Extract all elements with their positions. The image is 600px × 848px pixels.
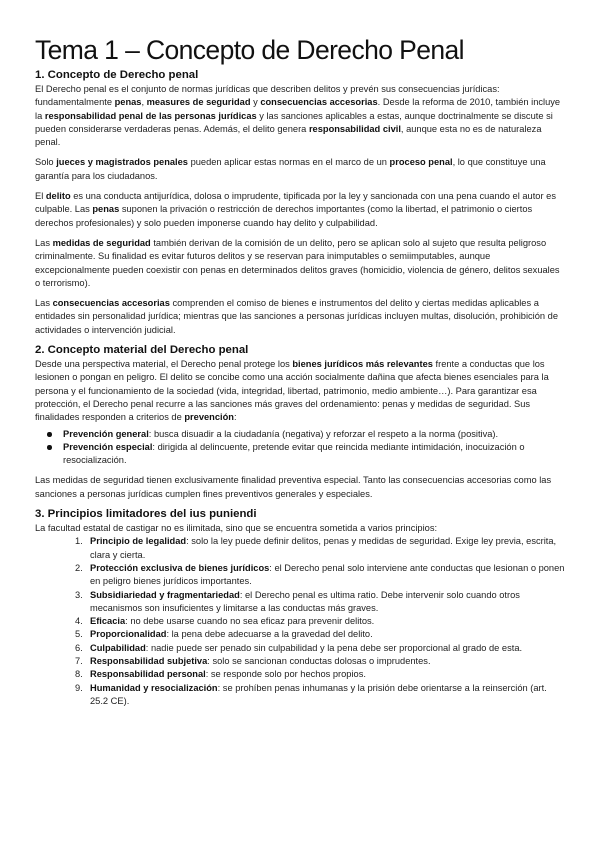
list-item: 7. Responsabilidad subjetiva: solo se sancionan conductas dolosas o imprudentes. [75,655,431,666]
section-1-paragraph-1: El Derecho penal es el conjunto de normas jurídicas que describen delitos y prevén sus consecuencias jurídicas: fundamentalmente penas, measures de seguridad y consecuencias accesorias. Desde la reforma de 2010, también incluye la responsabilidad penal de las personas jurídicas y las sanciones aplicables a estas, aunque doctrinalmente se discute si pueden considerarse verdaderas penas. Además, el delito genera responsabilidad civil, aunque esta no es de naturaleza penal. [35,84,561,148]
list-item: 6. Culpabilidad: nadie puede ser penado sin culpabilidad y la pena debe ser proporcional al grado de esta. [75,642,523,653]
section-2-paragraph-2: Las medidas de seguridad tienen exclusivamente finalidad preventiva especial. Tanto las consecuencias accesorias como las sanciones a personas jurídicas cumplen fines preventivos generales y especiales. [35,475,552,499]
list-item: 8. Responsabilidad personal: se responde solo por hechos propios. [75,669,366,680]
prevention-list [35,428,565,468]
section-1-heading: 1. Concepto de Derecho penal [35,69,199,81]
page-title: Tema 1 – Concepto de Derecho Penal [35,35,464,65]
list-item: Prevención especial: dirigida al delincuente, pretende evitar que reincida mediante intimidación, inocuización o resocialización. [35,441,565,468]
section-2-paragraph-1: Desde una perspectiva material, el Derecho penal protege los bienes jurídicos más relevantes frente a conductas que los lesionen o pongan en peligro. El delito se concibe como una acción socialmente dañina que afecta bienes esenciales para la persona y el funcionamiento de la sociedad (vida, integridad, libertad, patrimonio, medio ambiente…). Para garantizar esa protección, el Derecho penal recurre a las sanciones más graves del ordenamiento: penas y medidas de seguridad. Sus finalidades responden a criterios de prevención: [35,359,549,423]
list-item: 5. Proporcionalidad: la pena debe adecuarse a la gravedad del delito. [75,629,373,640]
section-1-paragraph-5: Las consecuencias accesorias comprenden el comiso de bienes e instrumentos del delito y ciertas medidas aplicables a entidades sin personalidad jurídica; mientras que las sanciones a personas jurídicas incluyen multas, disolución, prohibición de actividades o intervención judicial. [35,298,558,335]
list-item: Prevención general: busca disuadir a la ciudadanía (negativa) y reforzar el respeto a la norma (positiva). [35,428,565,441]
section-3-intro: La facultad estatal de castigar no es ilimitada, sino que se encuentra sometida a varios principios: [35,523,438,534]
list-item: 2. Protección exclusiva de bienes jurídicos: el Derecho penal solo interviene ante conductas que lesionan o ponen en peligro bienes jurídicos importantes. [75,562,565,587]
list-item: 3. Subsidiariedad y fragmentariedad: el Derecho penal es ultima ratio. Debe intervenir solo cuando otros mecanismos son insuficientes y limitarse a las conductas más graves. [75,589,520,613]
section-2-heading: 2. Concepto material del Derecho penal [35,344,249,357]
bullet-icon [47,445,52,450]
section-1-paragraph-2: Solo jueces y magistrados penales pueden aplicar estas normas en el marco de un proceso penal, lo que constituye una garantía para los ciudadanos. [35,157,546,181]
section-1-paragraph-3: El delito es una conducta antijurídica, dolosa o imprudente, tipificada por la ley y sancionada con una pena cuando el autor es culpable. Las penas suponen la privación o restricción de derechos importantes (como la libertad, el patrimonio o ciertos derechos profesionales) y solo pueden imponerse cuando hay delito y culpabilidad. [35,191,556,228]
list-item: 9. Humanidad y resocialización: se prohíben penas inhumanas y la prisión debe orientarse a la reinserción (art. 25.2 CE). [75,682,547,706]
list-item: 1. Principio de legalidad: solo la ley puede definir delitos, penas y medidas de seguridad. Exige ley previa, escrita, clara y cierta. [75,536,557,560]
section-3-heading: 3. Principios limitadores del ius puniendi [35,508,257,521]
bullet-icon [47,432,52,437]
section-1-paragraph-4: Las medidas de seguridad también derivan de la comisión de un delito, pero se aplican solo al sujeto que resulta peligroso criminalmente. Su finalidad es evitar futuros delitos y se reservan para inimputables o semiimputables, aunque excepcionalmente pueden coexistir con penas en determinados delitos graves (homicidio, violencia de género, delitos sexuales o terrorismo). [35,237,560,288]
principles-list [35,535,565,708]
list-item: 4. Eficacia: no debe usarse cuando no sea eficaz para prevenir delitos. [75,616,375,627]
